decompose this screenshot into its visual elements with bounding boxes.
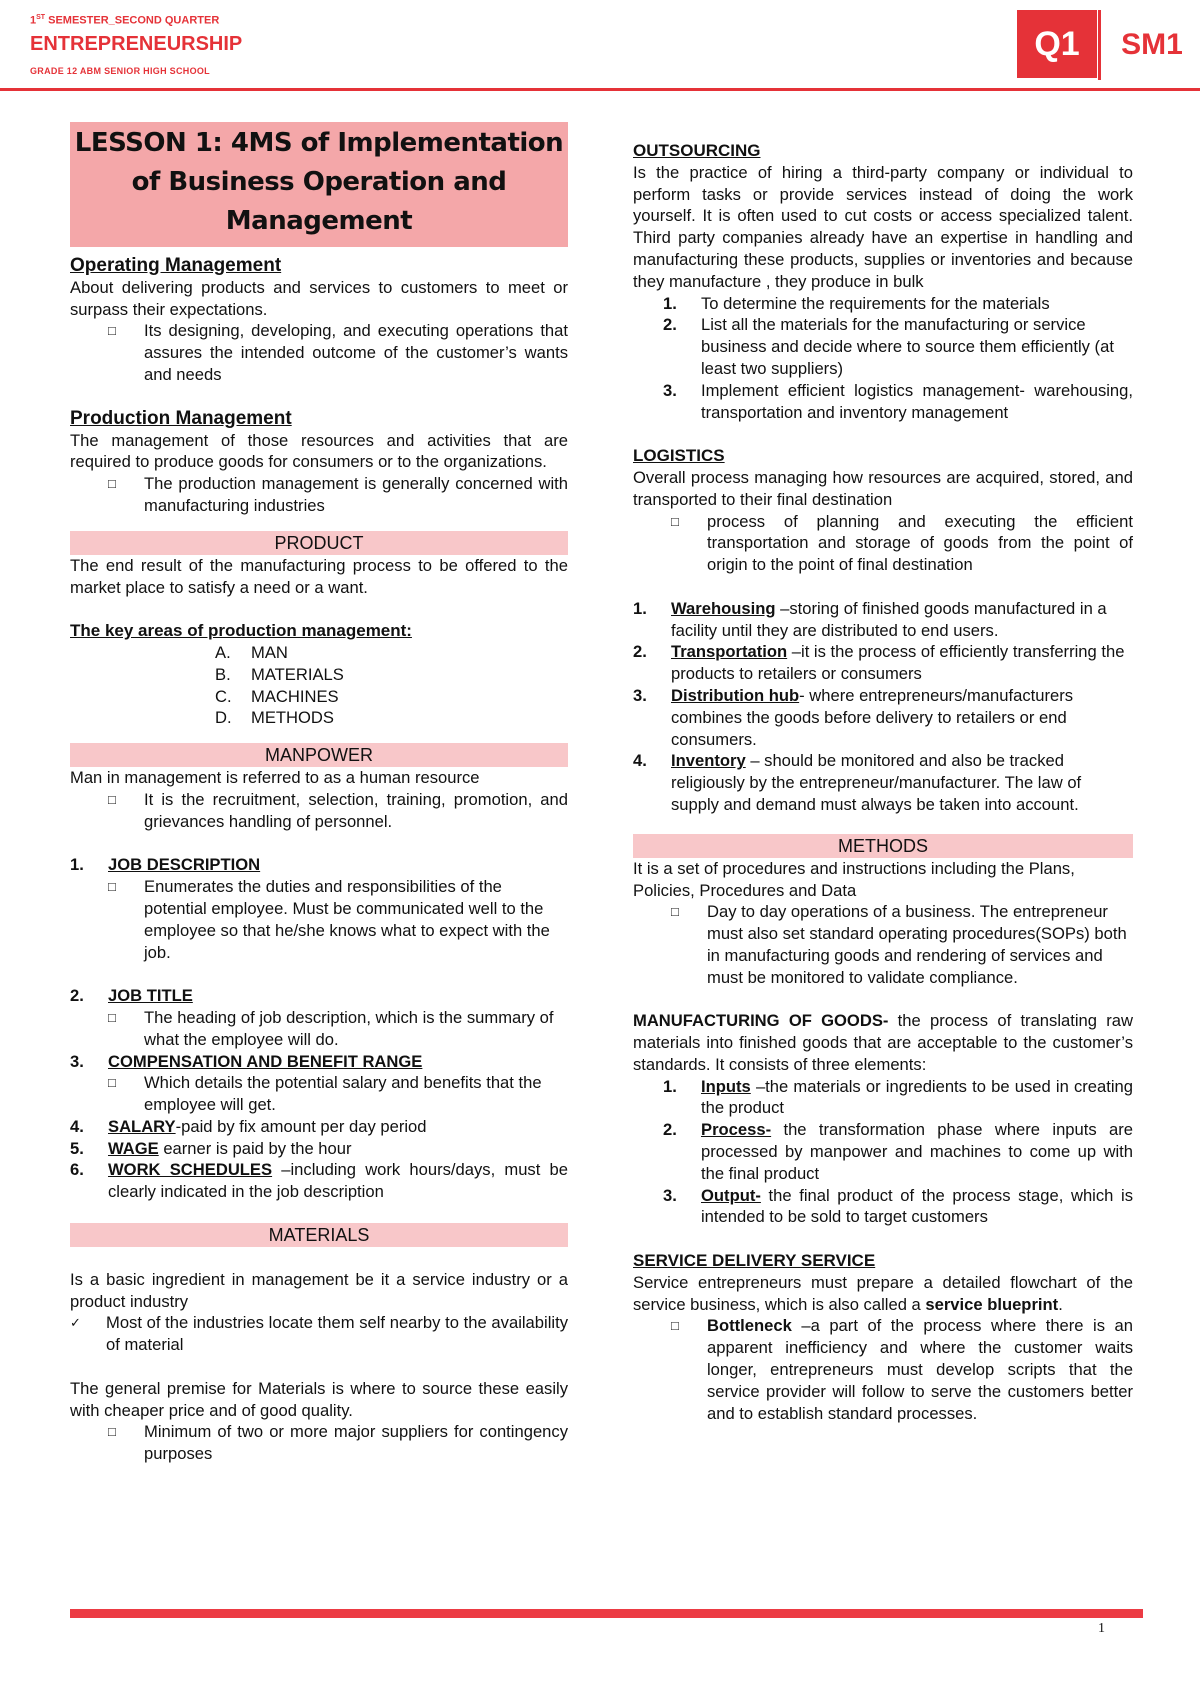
operating-text: About delivering products and services to customers to meet or surpass their expectations. — [70, 277, 568, 319]
checkmark-icon: ✓ — [70, 1315, 81, 1331]
bullet-item: □ The heading of job description, which is the summary of what the employee will do. — [108, 1007, 554, 1049]
square-bullet-icon: □ — [108, 1009, 116, 1025]
manufacturing-text: MANUFACTURING OF GOODS- the process of translating raw materials into finished goods that are acceptable to the customer’s standards. It consists of three elements: — [633, 1011, 1133, 1074]
check-item: ✓ Most of the industries locate them self nearby to the availability of material — [70, 1313, 568, 1355]
square-bullet-icon: □ — [108, 791, 116, 807]
key-areas-heading: The key areas of production management: — [70, 621, 412, 641]
methods-text: It is a set of procedures and instructions including the Plans, Policies, Procedures and Data — [633, 858, 1075, 900]
list-item: D. METHODS — [215, 708, 334, 728]
list-item: 1. Warehousing –storing of finished goods manufactured in a facility until they are distributed to end users. — [633, 598, 1107, 640]
manpower-text: Man in management is referred to as a human resource — [70, 768, 480, 788]
materials-band: MATERIALS — [70, 1223, 568, 1247]
list-item: 3. Output- the final product of the process stage, which is intended to be sold to target customers — [663, 1185, 1133, 1227]
methods-band: METHODS — [633, 834, 1133, 858]
right-column — [633, 140, 1133, 1424]
square-bullet-icon: □ — [671, 513, 679, 529]
list-item: 1. Inputs –the materials or ingredients to be used in creating the product — [663, 1076, 1133, 1118]
bullet-item: □ Its designing, developing, and executing operations that assures the intended outcome of the customer’s wants and needs — [108, 321, 568, 384]
list-item: 6. WORK SCHEDULES –including work hours/days, must be clearly indicated in the job description — [70, 1160, 568, 1202]
list-item: 2. JOB TITLE — [70, 986, 193, 1006]
list-item: 4. Inventory – should be monitored and also be tracked religiously by the entrepreneur/manufacturer. The law of supply and demand must always be taken into account. — [633, 751, 1082, 814]
square-bullet-icon: □ — [671, 904, 679, 920]
list-item: 1. To determine the requirements for the materials — [663, 293, 1050, 313]
service-text: Service entrepreneurs must prepare a detailed flowchart of the service business, which is also called a service blueprint. — [633, 1272, 1133, 1314]
square-bullet-icon: □ — [108, 1075, 116, 1091]
lesson-title: LESSON 1: 4MS of Implementation of Business Operation and Management — [70, 122, 568, 247]
list-item: 2. Process- the transformation phase where inputs are processed by manpower and machines to come up with the final product — [663, 1120, 1133, 1183]
bullet-item: □ Which details the potential salary and benefits that the employee will get. — [108, 1073, 542, 1115]
footer-rule — [70, 1609, 1143, 1618]
square-bullet-icon: □ — [108, 1424, 116, 1440]
quarter-badge: Q1 — [1017, 10, 1097, 78]
bullet-item: □ Day to day operations of a business. The entrepreneur must also set standard operating procedures(SOPs) both in manufacturing goods and rendering of services and must be monitored to validate compliance. — [671, 902, 1127, 987]
list-item: B. MATERIALS — [215, 664, 344, 684]
manpower-band: MANPOWER — [70, 743, 568, 767]
materials-text: Is a basic ingredient in management be it a service industry or a product industry — [70, 1269, 568, 1311]
production-text: The management of those resources and activities that are required to produce goods for consumers or to the organizations. — [70, 430, 568, 472]
bullet-item: □ It is the recruitment, selection, training, promotion, and grievances handling of personnel. — [108, 789, 568, 831]
list-item: 3. Distribution hub- where entrepreneurs/manufacturers combines the goods before delivery to retailers or end consumers. — [633, 685, 1074, 749]
product-band: PRODUCT — [70, 531, 568, 555]
square-bullet-icon: □ — [108, 476, 116, 492]
operating-heading: Operating Management — [70, 255, 282, 276]
bullet-item: □ Bottleneck –a part of the process where there is an apparent inefficiency and where the customer waits longer, entrepreneurs must develop scripts that the service provider will follow to serve the customers better and to establish standard processes. — [671, 1316, 1133, 1423]
outsourcing-heading: OUTSOURCING — [633, 141, 761, 160]
square-bullet-icon: □ — [671, 1318, 679, 1334]
logistics-heading: LOGISTICS — [633, 446, 725, 466]
materials-premise: The general premise for Materials is where to source these easily with cheaper price and of good quality. — [70, 1378, 568, 1420]
bullet-item: □ Minimum of two or more major suppliers for contingency purposes — [108, 1422, 568, 1464]
list-item: 1. JOB DESCRIPTION — [70, 855, 261, 875]
product-text: The end result of the manufacturing process to be offered to the market place to satisfy a need or a want. — [70, 555, 568, 597]
outsourcing-text: Is the practice of hiring a third-party company or individual to perform tasks or provide services instead of doing the work yourself. It is often used to cut costs or access specialized talent. Third party companies already have an expertise in handling and manufacturing these products, supplies or inventories and because they manufacture , they produce in bulk — [633, 162, 1133, 291]
list-item: 5. WAGE earner is paid by the hour — [70, 1138, 352, 1158]
bullet-item: □ Enumerates the duties and responsibilities of the potential employee. Must be communicated well to the employee so that he/she knows what to expect with the job. — [108, 877, 550, 962]
semester-label: 1ST SEMESTER_SECOND QUARTER — [30, 14, 220, 27]
square-bullet-icon: □ — [108, 323, 116, 339]
square-bullet-icon: □ — [108, 879, 116, 895]
logistics-text: Overall process managing how resources are acquired, stored, and transported to their final destination — [633, 467, 1133, 509]
header-divider — [1098, 10, 1101, 80]
grade-label: GRADE 12 ABM SENIOR HIGH SCHOOL — [30, 66, 210, 76]
list-item: A. MAN — [215, 642, 288, 662]
bullet-item: □ The production management is generally concerned with manufacturing industries — [108, 474, 568, 515]
service-heading: SERVICE DELIVERY SERVICE — [633, 1251, 876, 1271]
page-number: 1 — [1098, 1621, 1105, 1636]
bullet-item: □ process of planning and executing the efficient transportation and storage of goods from the point of origin to the point of final destination — [671, 511, 1133, 575]
left-column — [70, 122, 568, 1465]
header-rule — [0, 88, 1200, 91]
list-item: 3. COMPENSATION AND BENEFIT RANGE — [70, 1051, 423, 1071]
list-item: 2. List all the materials for the manufacturing or service business and decide where to source them efficiently (at least two suppliers) — [663, 315, 1114, 378]
production-heading: Production Management — [70, 407, 292, 429]
list-item: 3. Implement efficient logistics management- warehousing, transportation and inventory management — [663, 380, 1133, 422]
subject-title: ENTREPRENEURSHIP — [30, 33, 243, 55]
list-item: C. MACHINES — [215, 686, 339, 706]
module-label: SM1 — [1121, 28, 1183, 61]
list-item: 2. Transportation –it is the process of efficiently transferring the products to retailers or consumers — [633, 642, 1125, 684]
list-item: 4. SALARY-paid by fix amount per day period — [70, 1116, 427, 1136]
